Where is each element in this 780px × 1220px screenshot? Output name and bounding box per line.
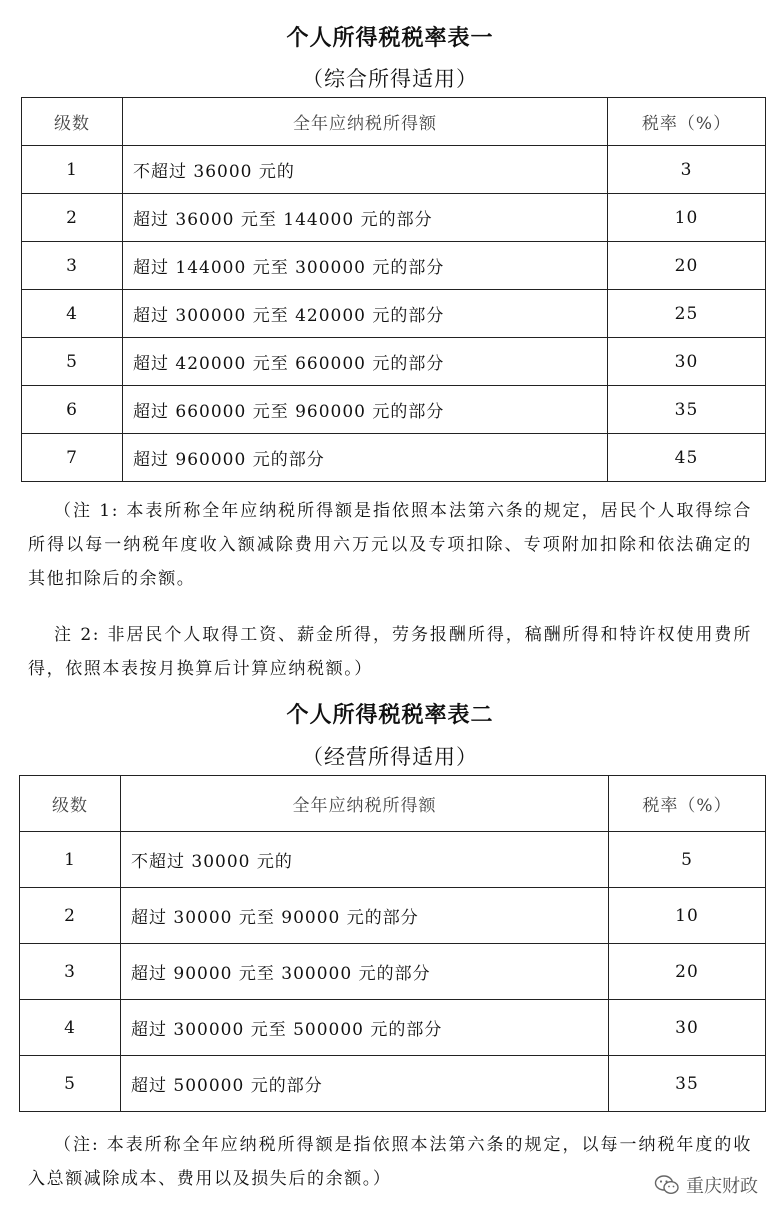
header-range: 全年应纳税所得额 (121, 776, 609, 832)
cell-level: 2 (20, 888, 121, 944)
table-row (22, 194, 766, 242)
cell-range: 不超过 30000 元的 (121, 832, 609, 888)
table-row (20, 832, 766, 888)
header-rate: 税率（%） (609, 776, 766, 832)
cell-range: 超过 90000 元至 300000 元的部分 (121, 944, 609, 1000)
table-row (22, 386, 766, 434)
cell-rate: 30 (609, 1000, 766, 1056)
table2-note: （注: 本表所称全年应纳税所得额是指依照本法第六条的规定，以每一纳税年度的收入总额减除成本、费用以及损失后的余额。） (28, 1135, 752, 1189)
cell-level: 3 (20, 944, 121, 1000)
cell-range: 超过 300000 元至 500000 元的部分 (121, 1000, 609, 1056)
table-row (20, 1056, 766, 1112)
table1-subtitle: （综合所得适用） (302, 67, 478, 91)
watermark (654, 1170, 758, 1200)
table-row (22, 434, 766, 482)
cell-level: 1 (20, 832, 121, 888)
table-row (22, 338, 766, 386)
header-level: 级数 (20, 776, 121, 832)
table2-rate-table (19, 775, 766, 1112)
cell-level: 4 (22, 290, 123, 338)
cell-rate: 10 (609, 888, 766, 944)
header-range: 全年应纳税所得额 (123, 98, 608, 146)
cell-level: 1 (22, 146, 123, 194)
cell-range: 超过 30000 元至 90000 元的部分 (121, 888, 609, 944)
cell-rate: 45 (608, 434, 766, 482)
watermark-text: 重庆财政 (686, 1176, 758, 1197)
cell-rate: 35 (609, 1056, 766, 1112)
cell-range: 超过 500000 元的部分 (121, 1056, 609, 1112)
cell-level: 6 (22, 386, 123, 434)
table1-rate-table (21, 97, 766, 482)
cell-rate: 25 (608, 290, 766, 338)
table2-title: 个人所得税税率表二 (286, 703, 494, 728)
wechat-icon (654, 1174, 680, 1196)
header-level: 级数 (22, 98, 123, 146)
cell-rate: 3 (608, 146, 766, 194)
table-row (22, 242, 766, 290)
table-row (20, 888, 766, 944)
table1-header-row (22, 98, 766, 146)
cell-level: 5 (20, 1056, 121, 1112)
cell-level: 7 (22, 434, 123, 482)
cell-range: 超过 960000 元的部分 (123, 434, 608, 482)
cell-rate: 30 (608, 338, 766, 386)
table1-note-1: （注 1: 本表所称全年应纳税所得额是指依照本法第六条的规定，居民个人取得综合所得以每一纳税年度收入额减除费用六万元以及专项扣除、专项附加扣除和依法确定的其他扣除后的余额。 (28, 501, 752, 589)
table1-note-2: 注 2: 非居民个人取得工资、薪金所得，劳务报酬所得，稿酬所得和特许权使用费所得，依照本表按月换算后计算应纳税额。） (28, 625, 752, 679)
cell-rate: 35 (608, 386, 766, 434)
cell-rate: 10 (608, 194, 766, 242)
table-row (20, 944, 766, 1000)
cell-range: 超过 660000 元至 960000 元的部分 (123, 386, 608, 434)
table-row (22, 290, 766, 338)
cell-rate: 20 (608, 242, 766, 290)
cell-rate: 5 (609, 832, 766, 888)
cell-range: 超过 144000 元至 300000 元的部分 (123, 242, 608, 290)
cell-rate: 20 (609, 944, 766, 1000)
cell-range: 超过 420000 元至 660000 元的部分 (123, 338, 608, 386)
cell-range: 超过 36000 元至 144000 元的部分 (123, 194, 608, 242)
table-row (20, 1000, 766, 1056)
table2-header-row (20, 776, 766, 832)
table-row (22, 146, 766, 194)
cell-level: 4 (20, 1000, 121, 1056)
header-rate: 税率（%） (608, 98, 766, 146)
cell-range: 超过 300000 元至 420000 元的部分 (123, 290, 608, 338)
cell-level: 3 (22, 242, 123, 290)
cell-level: 5 (22, 338, 123, 386)
table2-subtitle: （经营所得适用） (302, 745, 478, 769)
cell-level: 2 (22, 194, 123, 242)
cell-range: 不超过 36000 元的 (123, 146, 608, 194)
table1-title: 个人所得税税率表一 (286, 26, 494, 51)
